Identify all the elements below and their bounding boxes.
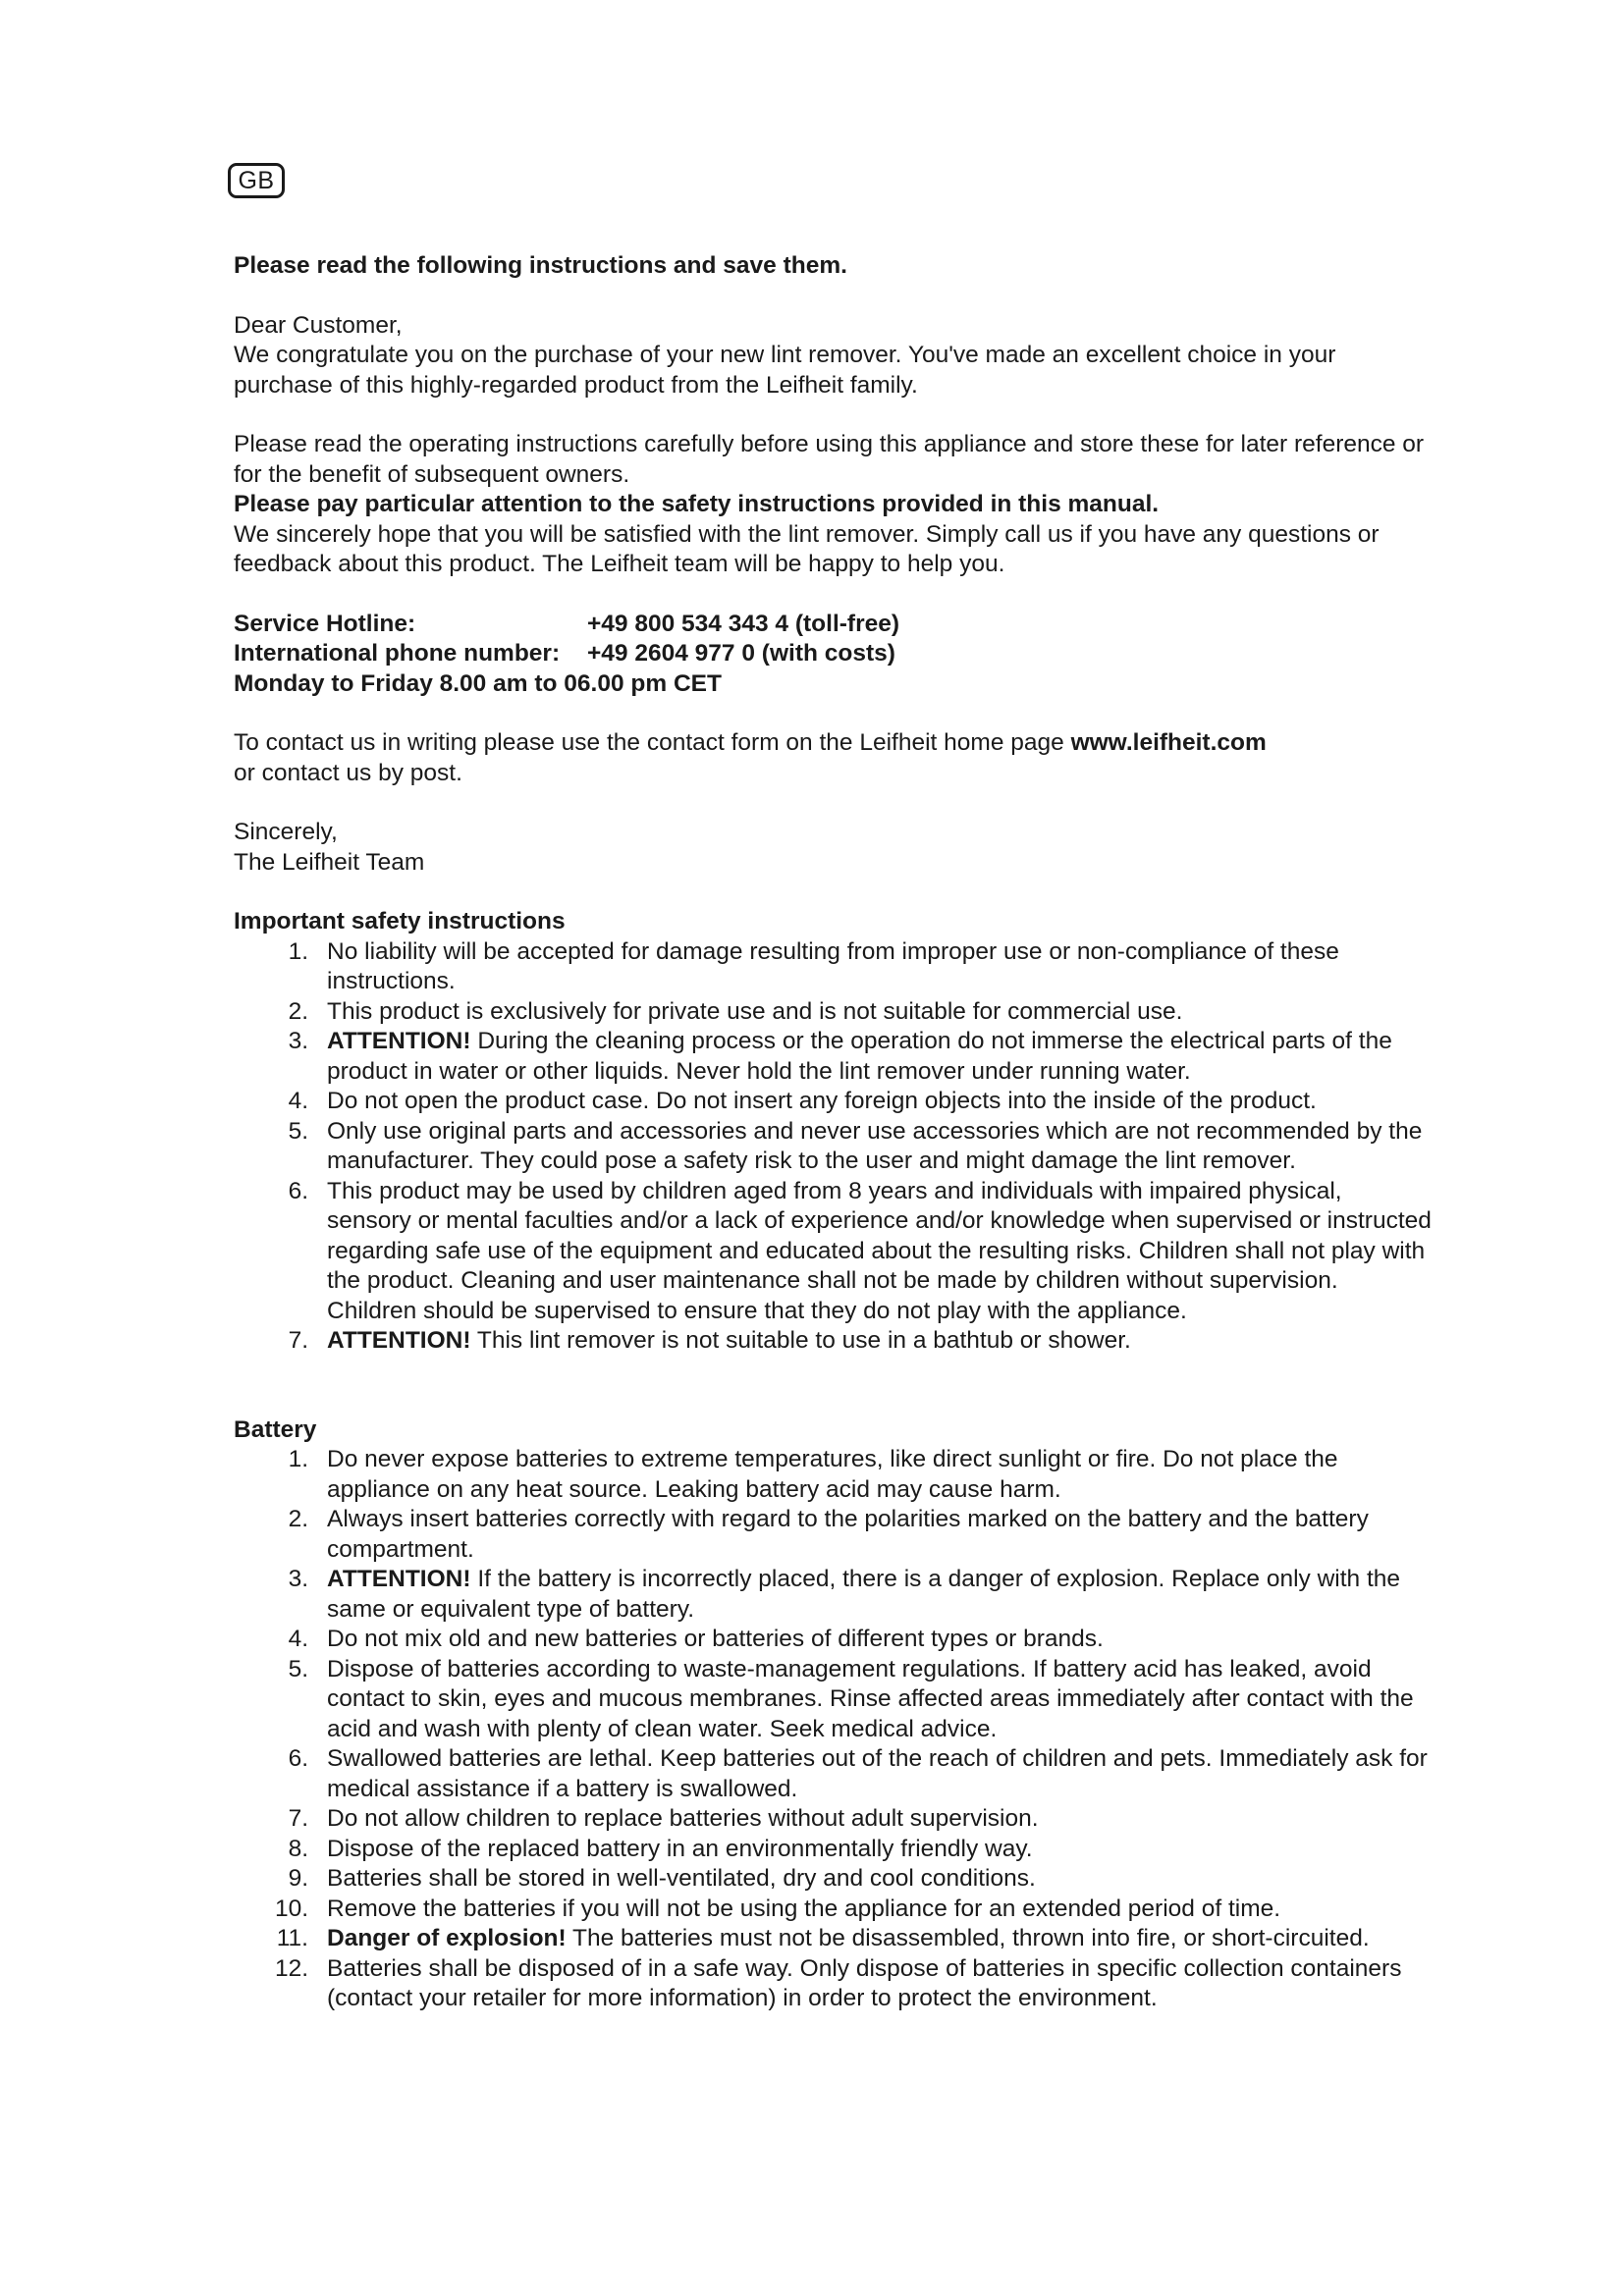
list-item-body: Always insert batteries correctly with regard to the polarities marked on the battery and the battery compartment. — [327, 1506, 1369, 1563]
list-item — [234, 1895, 1432, 1925]
list-item-text — [327, 1087, 1432, 1117]
list-item-number: 4. — [288, 1626, 308, 1652]
list-item-body: Batteries shall be stored in well-ventilated, dry and cool conditions. — [327, 1865, 1036, 1892]
greeting: Dear Customer, — [234, 311, 403, 339]
list-item-body: Do not allow children to replace batteries without adult supervision. — [327, 1805, 1039, 1832]
list-item-body: Do never expose batteries to extreme temperatures, like direct sunlight or fire. Do not place the appliance on any heat source. Leaking battery acid may cause harm. — [327, 1446, 1338, 1503]
writing-contact-suffix: or contact us by post. — [234, 759, 462, 786]
list-item — [234, 1744, 1432, 1804]
list-item-body: Swallowed batteries are lethal. Keep batteries out of the reach of children and pets. Immediately ask for medical assistance if a battery is swallowed. — [327, 1745, 1428, 1802]
service-hotline-label: Service Hotline: — [234, 610, 416, 637]
list-item-number: 3. — [288, 1566, 308, 1592]
list-item — [234, 1177, 1432, 1327]
closing: Sincerely, — [234, 819, 338, 845]
list-item-text — [327, 1954, 1432, 2014]
list-item — [234, 1027, 1432, 1087]
international-phone-number: +49 2604 977 0 (with costs) — [587, 640, 895, 667]
list-item-body: Dispose of batteries according to waste-management regulations. If battery acid has leaked, avoid contact to skin, eyes and mucous membranes. Rinse affected areas immediately after contact with the acid and wash with plenty of clean water. Seek medical advice. — [327, 1655, 1414, 1742]
country-badge-label: GB — [238, 166, 275, 194]
list-item-text — [327, 1565, 1432, 1625]
list-item-text — [327, 1326, 1432, 1357]
list-item-text — [327, 1177, 1432, 1327]
list-item-text — [327, 1924, 1432, 1954]
list-item — [234, 1954, 1432, 2014]
service-hotline-number: +49 800 534 343 4 (toll-free) — [587, 610, 900, 637]
list-item-number: 6. — [288, 1745, 308, 1772]
service-hotline-row — [234, 610, 1432, 640]
list-item-number: 8. — [288, 1835, 308, 1862]
list-item-text — [327, 1625, 1432, 1655]
list-item — [234, 1505, 1432, 1565]
list-item-number: 1. — [288, 1446, 308, 1472]
country-badge — [228, 163, 285, 198]
list-item-number: 7. — [288, 1327, 308, 1354]
list-item-text — [327, 1655, 1432, 1745]
list-item — [234, 1864, 1432, 1895]
list-item-emphasis: Danger of explosion! — [327, 1925, 567, 1951]
writing-contact-paragraph — [234, 728, 1432, 759]
list-item-text — [327, 1864, 1432, 1895]
page-title: Please read the following instructions and save them. — [234, 252, 847, 279]
list-item-number: 11. — [276, 1925, 308, 1951]
list-item-text — [327, 1027, 1432, 1087]
list-item-emphasis: ATTENTION! — [327, 1028, 471, 1054]
list-item-body: Do not open the product case. Do not insert any foreign objects into the inside of the product. — [327, 1088, 1317, 1114]
battery-heading: Battery — [234, 1415, 317, 1443]
list-item-number: 5. — [288, 1117, 308, 1145]
list-item-body: This product is exclusively for private use and is not suitable for commercial use. — [327, 997, 1183, 1025]
list-item-text — [327, 937, 1432, 997]
list-item-text — [327, 1445, 1432, 1505]
writing-contact-text: To contact us in writing please use the contact form on the Leifheit home page — [234, 729, 1071, 756]
list-item-number: 5. — [288, 1655, 308, 1682]
signature: The Leifheit Team — [234, 848, 425, 876]
international-phone-row — [234, 639, 1432, 669]
list-item — [234, 1804, 1432, 1835]
list-item-body: Only use original parts and accessories and never use accessories which are not recommended by the manufacturer. They could pose a safety risk to the user and might damage the lint remover. — [327, 1117, 1423, 1174]
list-item — [234, 1835, 1432, 1865]
list-item — [234, 997, 1432, 1028]
list-item-number: 2. — [288, 997, 308, 1025]
list-item — [234, 1655, 1432, 1745]
list-item-body: During the cleaning process or the operation do not immerse the electrical parts of the product in water or other liquids. Never hold the lint remover under running water. — [327, 1028, 1392, 1085]
list-item-text — [327, 1117, 1432, 1177]
intro-paragraph-3: We sincerely hope that you will be satisfied with the lint remover. Simply call us if you have any questions or feedback about this product. The Leifheit team will be happy to help you. — [234, 520, 1380, 577]
list-item-number: 6. — [288, 1177, 308, 1204]
list-item-body: Dispose of the replaced battery in an environmentally friendly way. — [327, 1835, 1033, 1862]
list-item-body: No liability will be accepted for damage resulting from improper use or non-compliance of these instructions. — [327, 937, 1339, 994]
document-content — [234, 251, 1432, 2014]
list-item-body: If the battery is incorrectly placed, there is a danger of explosion. Replace only with the same or equivalent type of battery. — [327, 1566, 1401, 1623]
list-item-number: 4. — [288, 1088, 308, 1114]
list-item-body: Do not mix old and new batteries or batteries of different types or brands. — [327, 1626, 1104, 1652]
list-item-number: 9. — [288, 1865, 308, 1892]
safety-list — [234, 937, 1432, 1357]
intro-bold-notice: Please pay particular attention to the safety instructions provided in this manual. — [234, 491, 1160, 517]
website-link[interactable]: www.leifheit.com — [1070, 729, 1267, 756]
list-item-text — [327, 1804, 1432, 1835]
intro-paragraph-2: Please read the operating instructions carefully before using this appliance and store these for later reference or for the benefit of subsequent owners. — [234, 431, 1425, 488]
list-item — [234, 1087, 1432, 1117]
service-hours: Monday to Friday 8.00 am to 06.00 pm CET — [234, 669, 722, 697]
list-item-number: 7. — [288, 1805, 308, 1832]
list-item-body: The batteries must not be disassembled, thrown into fire, or short-circuited. — [566, 1925, 1370, 1951]
list-item-number: 2. — [288, 1506, 308, 1532]
list-item-number: 10. — [274, 1895, 308, 1922]
list-item-text — [327, 1505, 1432, 1565]
list-item-text — [327, 1744, 1432, 1804]
list-item-text — [327, 1835, 1432, 1865]
list-item — [234, 1924, 1432, 1954]
list-item-number: 1. — [288, 937, 308, 965]
list-item-body: This lint remover is not suitable to use in a bathtub or shower. — [470, 1327, 1131, 1354]
list-item — [234, 1625, 1432, 1655]
list-item-emphasis: ATTENTION! — [327, 1327, 471, 1354]
intro-paragraph-1: We congratulate you on the purchase of your new lint remover. You've made an excellent choice in your purchase of this highly-regarded product from the Leifheit family. — [234, 342, 1336, 399]
safety-heading: Important safety instructions — [234, 908, 566, 934]
list-item-body: Batteries shall be disposed of in a safe way. Only dispose of batteries in specific collection containers (contact your retailer for more information) in order to protect the environment. — [327, 1954, 1402, 2011]
international-phone-label: International phone number: — [234, 640, 561, 667]
list-item-body: Remove the batteries if you will not be using the appliance for an extended period of time. — [327, 1895, 1281, 1922]
list-item — [234, 1326, 1432, 1357]
list-item — [234, 1445, 1432, 1505]
list-item — [234, 1117, 1432, 1177]
list-item-body: This product may be used by children aged from 8 years and individuals with impaired physical, sensory or mental faculties and/or a lack of experience and/or knowledge when supervised or instructed regarding safe use of the equipment and educated about the resulting risks. Children shall not play with the product. Cleaning and user maintenance shall not be made by children without supervision. Children should be supervised to ensure that they do not play with the appliance. — [327, 1177, 1432, 1324]
battery-list — [234, 1445, 1432, 2014]
list-item-number: 3. — [288, 1028, 308, 1054]
list-item-emphasis: ATTENTION! — [327, 1566, 471, 1592]
list-item-number: 12. — [274, 1954, 308, 1982]
list-item — [234, 1565, 1432, 1625]
list-item-text — [327, 997, 1432, 1028]
list-item — [234, 937, 1432, 997]
list-item-text — [327, 1895, 1432, 1925]
